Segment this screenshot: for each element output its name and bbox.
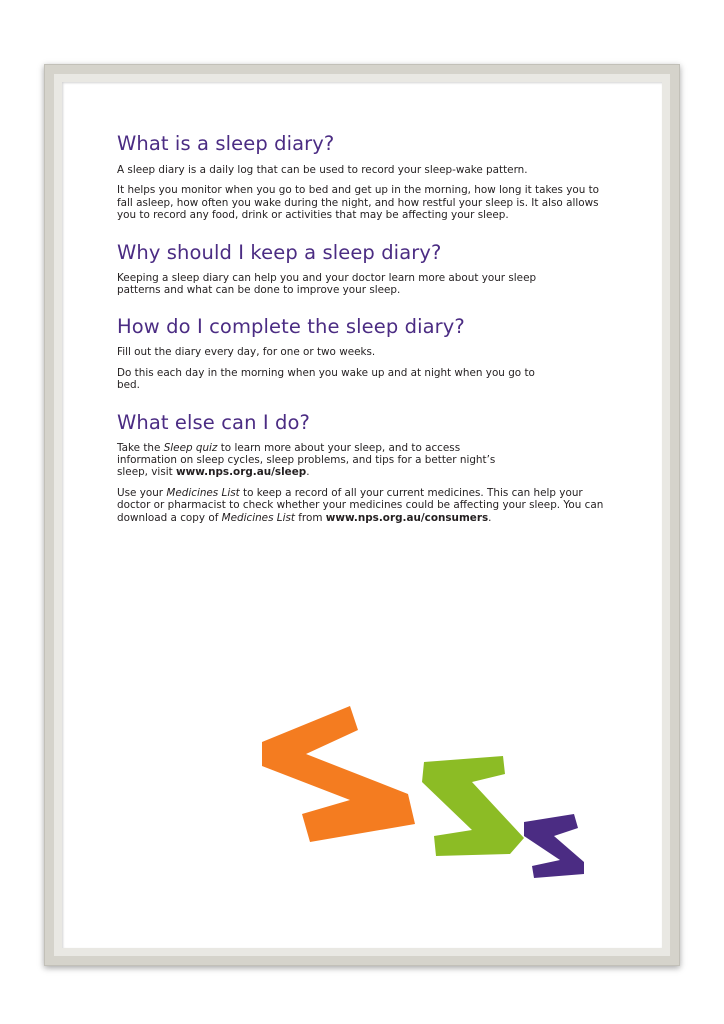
z-purple-shape: [524, 814, 584, 878]
text: .: [306, 466, 310, 479]
text: to learn more about your sleep, and to access information on sleep cycles, sleep problems, and tips for a better night’s sleep, visit: [117, 441, 496, 479]
paragraph: Fill out the diary every day, for one or two weeks.: [117, 346, 376, 359]
document-content: [117, 132, 617, 524]
z-orange-shape: [262, 706, 415, 842]
medicines-list-title: Medicines List: [166, 486, 240, 499]
text: Take the: [117, 441, 164, 454]
text: from: [294, 511, 326, 524]
paragraph: Keeping a sleep diary can help you and your doctor learn more about your sleep patterns and what can be done to improve your sleep.: [117, 271, 537, 297]
z-green-shape: [422, 756, 524, 856]
heading-what-else: What else can I do?: [117, 410, 310, 434]
section-how-complete: [117, 315, 617, 391]
paragraph-medicines-list: [117, 487, 617, 524]
text: to keep a record of all your current medicines. This can help your doctor or pharmacist to check whether your medicines could be affecting your sleep. You can download a copy of: [117, 486, 604, 524]
nps-sleep-link[interactable]: www.nps.org.au/sleep: [176, 466, 307, 479]
heading-how-complete-sleep-diary: How do I complete the sleep diary?: [117, 315, 465, 339]
heading-why-keep-sleep-diary: Why should I keep a sleep diary?: [117, 240, 442, 264]
document-page: [62, 82, 662, 948]
section-why-keep: [117, 241, 617, 297]
paragraph: Do this each day in the morning when you wake up and at night when you go to bed.: [117, 366, 535, 392]
text: .: [488, 511, 492, 524]
paragraph-sleep-quiz: [117, 442, 517, 479]
sleep-quiz-title: Sleep quiz: [163, 441, 218, 454]
medicines-list-title: Medicines List: [221, 511, 295, 524]
heading-what-is-sleep-diary: What is a sleep diary?: [117, 132, 335, 155]
paragraph: A sleep diary is a daily log that can be used to record your sleep-wake pattern.: [117, 164, 528, 176]
paragraph: It helps you monitor when you go to bed and get up in the morning, how long it takes you to fall asleep, how often you wake during the night, and how restful your sleep is. It also allows you to record any food, drink or activities that may be affecting your sleep.: [117, 184, 600, 222]
section-what-else: [117, 411, 617, 524]
zzz-sleep-graphic: [262, 702, 592, 882]
nps-consumers-link[interactable]: www.nps.org.au/consumers: [325, 511, 489, 524]
text: Use your: [117, 486, 167, 499]
